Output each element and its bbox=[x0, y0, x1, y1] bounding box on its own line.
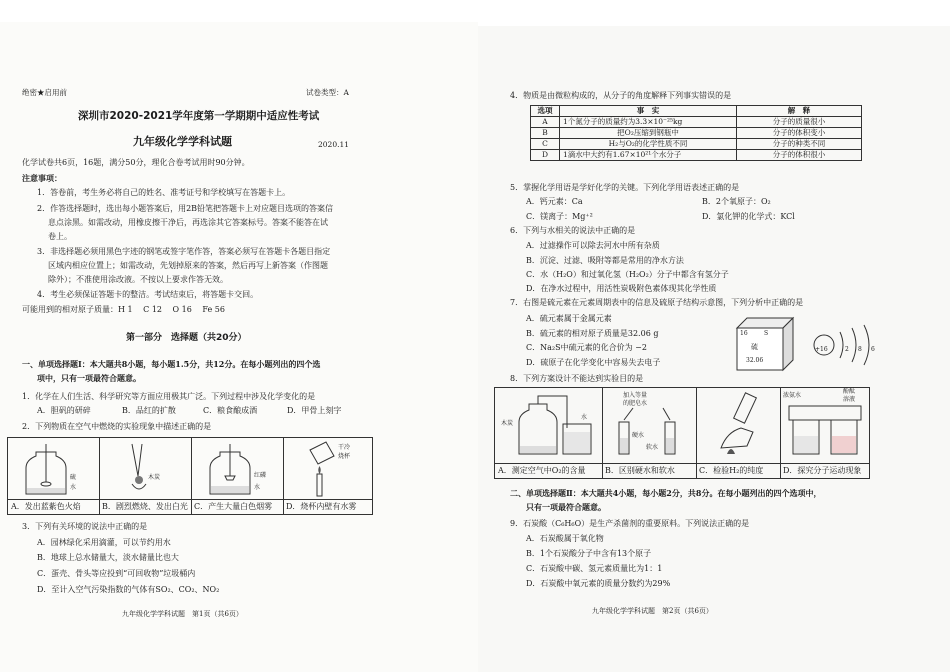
q8-caption-a: A．测定空气中O₂的含量 bbox=[498, 466, 586, 475]
q7-element-name: 硫 bbox=[751, 343, 758, 351]
exam-intro: 化学试卷共6页，16题，满分50分，理化合卷考试用时90分钟。 bbox=[22, 158, 250, 167]
q2-label-water-a: 水 bbox=[70, 484, 77, 491]
q4-row-d-option: D bbox=[531, 150, 560, 161]
q3-option-c: C．蛋壳、骨头等应投到“可回收物”垃圾桶内 bbox=[37, 569, 196, 578]
q4-row-c-fact: H₂与O₂的化学性质不同 bbox=[560, 139, 737, 150]
table-row bbox=[531, 139, 862, 150]
notice-3b: 区域内相应位置上；如需改动，先划掉原来的答案，然后再写上新答案（作图题 bbox=[48, 261, 328, 270]
q4-row-a-fact: 1个氮分子的质量约为3.3×10⁻²⁵kg bbox=[560, 117, 737, 128]
q6-option-a: A．过滤操作可以除去河水中所有杂质 bbox=[526, 241, 660, 250]
notice-3a: 3．非选择题必须用黑色字迹的钢笔或签字笔作答，答案必须写在答题卡各题目指定 bbox=[37, 247, 331, 256]
q7-option-d: D．硫原子在化学变化中容易失去电子 bbox=[526, 358, 661, 367]
q2-label-water-c: 水 bbox=[254, 484, 261, 491]
q2-label-sulfur: 硫 bbox=[70, 474, 77, 481]
q2-label-dry-cold: 干冷 bbox=[338, 444, 351, 451]
q2-label-charcoal: 木炭 bbox=[148, 474, 161, 481]
q4-table bbox=[530, 105, 862, 161]
q4-row-c-option: C bbox=[531, 139, 560, 150]
q1-option-d: D．甲骨上刻字 bbox=[287, 406, 342, 415]
notice-1: 1．答卷前，考生务必将自己的姓名、准考证号和学校填写在答题卡上。 bbox=[37, 188, 291, 197]
q8-label-charcoal: 木炭 bbox=[501, 420, 514, 427]
q4-row-a-option: A bbox=[531, 117, 560, 128]
q2-figure bbox=[7, 437, 373, 515]
table-row bbox=[531, 150, 862, 161]
q8-caption-c: C．检验H₂的纯度 bbox=[699, 466, 764, 475]
q6-option-c: C．水（H₂O）和过氧化氢（H₂O₂）分子中都含有氢分子 bbox=[526, 270, 729, 279]
notice-3c: 除外）；不准使用涂改液。不按以上要求作答无效。 bbox=[48, 275, 228, 284]
section2-heading-1: 二、单项选择题Ⅱ：本大题共4小题，每小题2分，共8分。在每小题列出的四个选项中， bbox=[510, 488, 822, 498]
q7-nucleus-charge: +16 bbox=[815, 346, 828, 353]
q6-stem: 6．下列与水相关的说法中正确的是 bbox=[510, 226, 636, 235]
q2-label-phosphorus: 红磷 bbox=[254, 472, 267, 479]
q7-element-tile bbox=[733, 316, 803, 372]
q2-captions bbox=[8, 499, 372, 514]
q8-apparatus-drawings bbox=[495, 388, 869, 462]
q3-stem: 3．下列有关环境的说法中正确的是 bbox=[22, 522, 148, 531]
q5-stem: 5．掌握化学用语是学好化学的关键。下列化学用语表述正确的是 bbox=[510, 183, 740, 192]
q9-stem: 9．石炭酸（C₆H₆O）是生产杀菌剂的重要原料。下列说法正确的是 bbox=[510, 519, 750, 528]
notice-2a: 2．作答选择题时，选出每小题答案后，用2B铅笔把答题卡上对应题目选项的答案信 bbox=[37, 204, 334, 213]
q7-element-symbol: S bbox=[764, 330, 769, 337]
table-row bbox=[531, 128, 862, 139]
q3-option-d: D．至计入空气污染指数的气体有SO₂、CO₂、NO₂ bbox=[37, 585, 220, 594]
left-footer: 九年级化学学科试题 第1页（共6页） bbox=[122, 610, 243, 618]
q3-option-b: B．地球上总水储量大，淡水储量比也大 bbox=[37, 553, 179, 562]
q9-option-a: A．石炭酸属于氧化物 bbox=[526, 534, 604, 543]
q1-option-c: C．粮食酿成酒 bbox=[203, 406, 258, 415]
q2-apparatus-drawings bbox=[8, 438, 372, 498]
q4-row-d-reason: 分子的体积很小 bbox=[737, 150, 862, 161]
q7-atomic-number: 16 bbox=[740, 330, 748, 337]
q7-atomic-mass: 32.06 bbox=[746, 357, 764, 364]
q4-row-d-fact: 1滴水中大约有1.67×10²¹个水分子 bbox=[560, 150, 737, 161]
q4-stem: 4．物质是由微粒构成的，从分子的角度解释下列事实错误的是 bbox=[510, 91, 732, 100]
q7-option-c: C．Na₂S中硫元素的化合价为 −2 bbox=[526, 343, 647, 352]
q7-shell-1: 2 bbox=[845, 346, 849, 353]
q8-label-solution: 溶液 bbox=[843, 396, 856, 403]
part1-title: 第一部分 选择题（共20分） bbox=[126, 333, 247, 343]
q7-option-b: B．硫元素的相对原子质量是32.06 g bbox=[526, 329, 659, 338]
q4-table-header bbox=[531, 106, 862, 117]
section1-heading-2: 项中，只有一项最符合题意。 bbox=[37, 373, 141, 383]
notice-2c: 卷上。 bbox=[48, 232, 72, 241]
q2-caption-d: D．烧杯内壁有水雾 bbox=[286, 502, 357, 511]
q4-row-b-reason: 分子的体积变小 bbox=[737, 128, 862, 139]
q7-shell-3: 6 bbox=[871, 346, 875, 353]
scan-top-edge-right bbox=[478, 0, 950, 26]
q7-stem: 7．右图是硫元素在元素周期表中的信息及硫原子结构示意图，下列分析中正确的是 bbox=[510, 298, 804, 307]
q4-row-a-reason: 分子的质量很小 bbox=[737, 117, 862, 128]
secret-label: 绝密★启用前 bbox=[22, 88, 67, 97]
q5-option-d: D．氯化钾的化学式：KCl bbox=[702, 212, 795, 221]
atomic-mass: 可能用到的相对原子质量：H 1 C 12 O 16 Fe 56 bbox=[22, 305, 225, 314]
q8-label-phenolphthalein: 酚酞 bbox=[843, 388, 856, 395]
q9-option-b: B．1个石炭酸分子中含有13个原子 bbox=[526, 549, 652, 558]
notice-2b: 息点涂黑。如需改动，用橡皮擦干净后，再选涂其它答案标号。答案不能答在试 bbox=[48, 218, 328, 227]
q1-option-b: B．品红的扩散 bbox=[122, 406, 176, 415]
section1-heading-1: 一、单项选择题Ⅰ：本大题共8小题，每小题1.5分，共12分。在每小题列出的四个选 bbox=[22, 359, 321, 369]
q4-row-b-option: B bbox=[531, 128, 560, 139]
q8-captions bbox=[495, 463, 869, 478]
q7-shell-2: 8 bbox=[858, 346, 862, 353]
q4-row-c-reason: 分子的种类不同 bbox=[737, 139, 862, 150]
subject-title: 九年级化学学科试题 bbox=[133, 135, 232, 148]
q8-figure bbox=[494, 387, 870, 479]
q1-stem: 1．化学在人们生活、科学研究等方面应用极其广泛。下列过程中涉及化学变化的是 bbox=[22, 392, 316, 401]
q1-option-a: A．胆矾的研碎 bbox=[37, 406, 91, 415]
q8-caption-d: D．探究分子运动现象 bbox=[783, 466, 862, 475]
q8-label-soap-water: 的肥皂水 bbox=[623, 400, 648, 407]
exam-title: 深圳市2020-2021学年度第一学期期中适应性考试 bbox=[78, 110, 320, 122]
q5-option-a: A．钙元素：Ca bbox=[526, 197, 583, 206]
notice-heading: 注意事项： bbox=[22, 173, 62, 183]
q4-header-reason: 解 释 bbox=[737, 106, 862, 117]
q4-row-b-fact: 把O₂压缩到钢瓶中 bbox=[560, 128, 737, 139]
q2-caption-a: A．发出蓝紫色火焰 bbox=[11, 502, 81, 511]
q3-option-a: A．园林绿化采用滴灌，可以节约用水 bbox=[37, 538, 171, 547]
paper-type: 试卷类型：A bbox=[306, 88, 349, 97]
table-row bbox=[531, 117, 862, 128]
section2-heading-2: 只有一项最符合题意。 bbox=[526, 502, 606, 512]
q8-label-water: 水 bbox=[581, 414, 588, 421]
q9-option-c: C．石炭酸中碳、氢元素质量比为1：1 bbox=[526, 564, 663, 573]
q8-caption-b: B．区别硬水和软水 bbox=[605, 466, 675, 475]
q2-label-beaker: 烧杯 bbox=[338, 453, 351, 460]
q2-stem: 2．下列物质在空气中燃烧的实验现象中描述正确的是 bbox=[22, 422, 212, 431]
q8-stem: 8．下列方案设计不能达到实验目的是 bbox=[510, 374, 644, 383]
q2-caption-b: B．剧烈燃烧、发出白光 bbox=[102, 502, 188, 511]
scan-top-edge bbox=[0, 0, 478, 22]
right-footer: 九年级化学学科试题 第2页（共6页） bbox=[592, 607, 713, 615]
exam-date: 2020.11 bbox=[318, 140, 350, 149]
q8-label-ammonia: 浓氨水 bbox=[783, 392, 802, 399]
notice-4: 4．考生必须保证答题卡的整洁。考试结束后，将答题卡交回。 bbox=[37, 290, 259, 299]
q6-option-b: B．沉淀、过滤、吸附等都是常用的净水方法 bbox=[526, 256, 684, 265]
q5-option-b: B．2个氧原子：O₂ bbox=[702, 197, 771, 206]
q9-option-d: D．石炭酸中氧元素的质量分数约为29% bbox=[526, 579, 671, 588]
right-page bbox=[478, 0, 950, 672]
q8-label-hard-water: 硬水 bbox=[632, 432, 645, 439]
q8-label-equal-amount: 加入等量 bbox=[623, 392, 648, 399]
q2-caption-c: C．产生大量白色烟雾 bbox=[194, 502, 273, 511]
q7-atom-diagram bbox=[808, 322, 898, 368]
q8-label-soft-water: 软水 bbox=[646, 444, 659, 451]
q7-option-a: A．硫元素属于金属元素 bbox=[526, 314, 612, 323]
q4-header-option: 选项 bbox=[531, 106, 560, 117]
q6-option-d: D．在净水过程中，用活性炭吸附色素体现其化学性质 bbox=[526, 284, 717, 293]
q4-header-fact: 事 实 bbox=[560, 106, 737, 117]
q5-option-c: C．镁离子：Mg⁺² bbox=[526, 212, 593, 221]
